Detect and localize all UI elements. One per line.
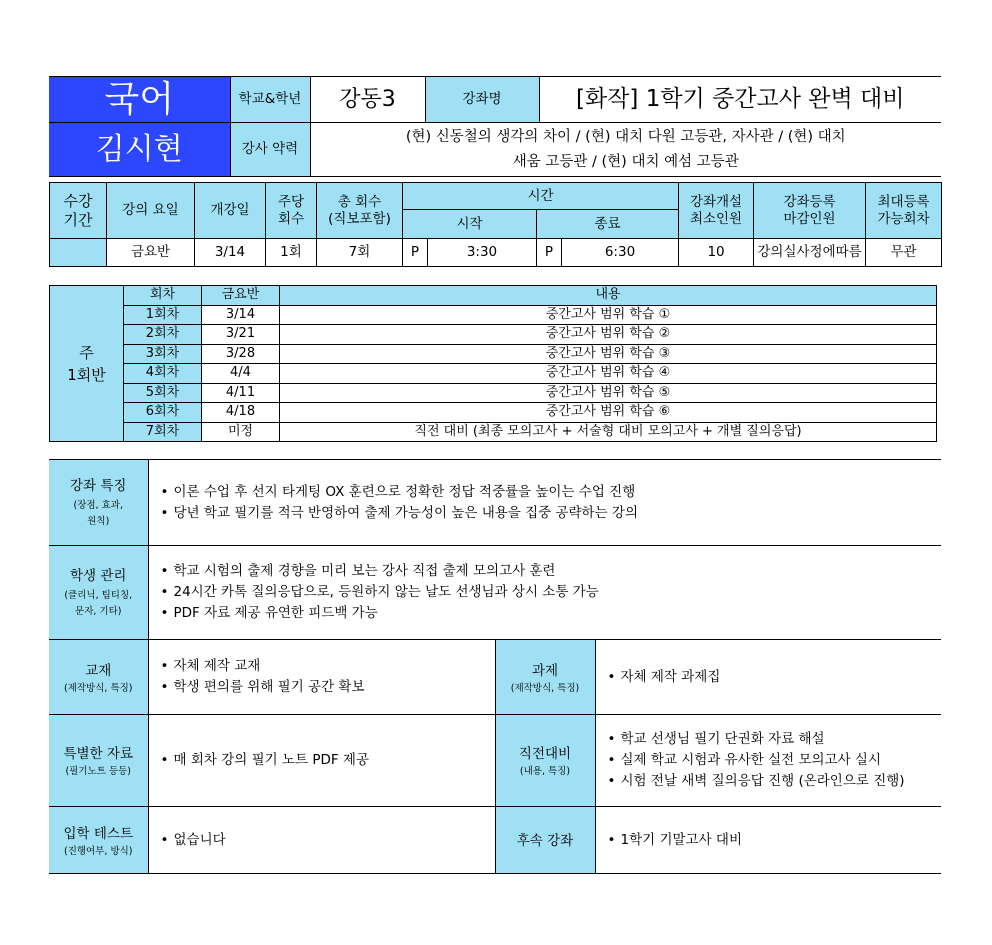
course-name-value: [화작] 1학기 중간고사 완벽 대비 bbox=[539, 77, 941, 123]
course-header-table bbox=[49, 76, 941, 177]
content-cell: 중간고사 범위 학습 ③ bbox=[280, 344, 937, 364]
date-cell: 4/11 bbox=[202, 383, 280, 403]
col-deadline: 강좌등록 마감인원 bbox=[754, 183, 866, 239]
table-row bbox=[50, 344, 937, 364]
value-total: 7회 bbox=[317, 239, 403, 267]
list-item: • 이론 수업 후 선지 타게팅 OX 훈련으로 정확한 정답 적중률을 높이는 수업 진행 bbox=[161, 482, 942, 503]
col-round: 회차 bbox=[124, 286, 202, 306]
list-item: • 자체 제작 과제집 bbox=[608, 667, 942, 688]
table-row bbox=[50, 305, 937, 325]
table-row bbox=[50, 422, 937, 442]
content-cell: 직전 대비 (최종 모의고사 + 서술형 대비 모의고사 + 개별 질의응답) bbox=[280, 422, 937, 442]
list-item: • 24시간 카톡 질의응답으로, 등원하지 않는 날도 선생님과 상시 소통 가능 bbox=[161, 582, 942, 603]
content-cell: 중간고사 범위 학습 ① bbox=[280, 305, 937, 325]
sessions-table bbox=[49, 285, 937, 442]
round-cell: 2회차 bbox=[124, 325, 202, 345]
col-max-round: 최대등록 가능회차 bbox=[866, 183, 942, 239]
value-start-time: 3:30 bbox=[428, 239, 537, 267]
col-weekly: 주당 회수 bbox=[266, 183, 317, 239]
round-cell: 4회차 bbox=[124, 364, 202, 384]
school-grade-value: 강동3 bbox=[310, 77, 425, 123]
list-item: • 시험 전날 새벽 질의응답 진행 (온라인으로 진행) bbox=[608, 771, 942, 792]
career-line-2: 새움 고등관 / (현) 대치 예섬 고등관 bbox=[512, 153, 739, 170]
col-min-people: 강좌개설 최소인원 bbox=[679, 183, 754, 239]
value-min-people: 10 bbox=[679, 239, 754, 267]
content-cell: 중간고사 범위 학습 ④ bbox=[280, 364, 937, 384]
value-end-ampm: P bbox=[537, 239, 562, 267]
content-cell: 중간고사 범위 학습 ⑥ bbox=[280, 403, 937, 423]
list-item: • 당년 학교 필기를 적극 반영하여 출제 가능성이 높은 내용을 집중 공략하는 강의 bbox=[161, 503, 942, 524]
date-cell: 3/14 bbox=[202, 305, 280, 325]
schedule-side-label: 수강 기간 bbox=[50, 183, 107, 239]
value-weekly: 1회 bbox=[266, 239, 317, 267]
follow-up-content bbox=[595, 807, 941, 874]
list-item: • 없습니다 bbox=[161, 830, 495, 851]
round-cell: 5회차 bbox=[124, 383, 202, 403]
date-cell: 4/18 bbox=[202, 403, 280, 423]
value-start-date: 3/14 bbox=[195, 239, 266, 267]
col-content: 내용 bbox=[280, 286, 937, 306]
homework-content bbox=[595, 640, 941, 715]
date-cell: 3/28 bbox=[202, 344, 280, 364]
list-item: • 매 회차 강의 필기 노트 PDF 제공 bbox=[161, 750, 495, 771]
round-cell: 6회차 bbox=[124, 403, 202, 423]
teacher-name: 김시현 bbox=[49, 123, 230, 177]
table-row bbox=[50, 364, 937, 384]
list-item: • PDF 자료 제공 유연한 피드백 가능 bbox=[161, 603, 942, 624]
col-time-start: 시작 bbox=[403, 210, 537, 239]
schedule-table bbox=[49, 182, 942, 267]
content-cell: 중간고사 범위 학습 ⑤ bbox=[280, 383, 937, 403]
management-label: 학생 관리 (클리닉, 팀티칭, 문자, 기타) bbox=[49, 546, 148, 640]
round-cell: 1회차 bbox=[124, 305, 202, 325]
special-content bbox=[148, 715, 495, 807]
final-prep-content bbox=[595, 715, 941, 807]
list-item: • 학교 시험의 출제 경향을 미리 보는 강사 직접 출제 모의고사 훈련 bbox=[161, 561, 942, 582]
col-session-date: 금요반 bbox=[202, 286, 280, 306]
subject-title: 국어 bbox=[49, 77, 230, 123]
course-name-label: 강좌명 bbox=[425, 77, 539, 123]
career-text bbox=[310, 123, 941, 177]
table-row bbox=[50, 383, 937, 403]
col-start-date: 개강일 bbox=[195, 183, 266, 239]
features-content bbox=[148, 460, 941, 546]
textbook-label: 교재 (제작방식, 특징) bbox=[49, 640, 148, 715]
value-max-round: 무관 bbox=[866, 239, 942, 267]
date-cell: 3/21 bbox=[202, 325, 280, 345]
content-cell: 중간고사 범위 학습 ② bbox=[280, 325, 937, 345]
col-time-end: 종료 bbox=[537, 210, 679, 239]
final-prep-label: 직전대비 (내용, 특징) bbox=[495, 715, 595, 807]
career-label: 강사 약력 bbox=[230, 123, 310, 177]
value-start-ampm: P bbox=[403, 239, 428, 267]
sessions-side-label: 주 1회반 bbox=[50, 286, 124, 442]
list-item: • 학생 편의를 위해 필기 공간 확보 bbox=[161, 677, 495, 698]
col-time: 시간 bbox=[403, 183, 679, 210]
table-row bbox=[50, 325, 937, 345]
list-item: • 실제 학교 시험과 유사한 실전 모의고사 실시 bbox=[608, 750, 942, 771]
value-day: 금요반 bbox=[107, 239, 195, 267]
homework-label: 과제 (제작방식, 특징) bbox=[495, 640, 595, 715]
details-table bbox=[49, 459, 941, 874]
list-item: • 1학기 기말고사 대비 bbox=[608, 830, 942, 851]
special-label: 특별한 자료 (필기노트 등등) bbox=[49, 715, 148, 807]
date-cell: 4/4 bbox=[202, 364, 280, 384]
entrance-test-label: 입학 테스트 (진행여부, 방식) bbox=[49, 807, 148, 874]
entrance-test-content bbox=[148, 807, 495, 874]
features-label: 강좌 특징 (장점, 효과, 원칙) bbox=[49, 460, 148, 546]
col-day: 강의 요일 bbox=[107, 183, 195, 239]
round-cell: 3회차 bbox=[124, 344, 202, 364]
date-cell: 미정 bbox=[202, 422, 280, 442]
list-item: • 자체 제작 교재 bbox=[161, 656, 495, 677]
management-content bbox=[148, 546, 941, 640]
round-cell: 7회차 bbox=[124, 422, 202, 442]
value-end-time: 6:30 bbox=[562, 239, 679, 267]
career-line-1: (현) 신동철의 생각의 차이 / (현) 대치 다원 고등관, 자사관 / (현) 대치 bbox=[405, 128, 846, 145]
col-total: 총 회수 (직보포함) bbox=[317, 183, 403, 239]
textbook-content bbox=[148, 640, 495, 715]
table-row bbox=[50, 403, 937, 423]
value-deadline: 강의실사정에따름 bbox=[754, 239, 866, 267]
follow-up-label: 후속 강좌 bbox=[495, 807, 595, 874]
school-grade-label: 학교&학년 bbox=[230, 77, 310, 123]
list-item: • 학교 선생님 필기 단권화 자료 해설 bbox=[608, 729, 942, 750]
schedule-side-filler bbox=[50, 239, 107, 267]
